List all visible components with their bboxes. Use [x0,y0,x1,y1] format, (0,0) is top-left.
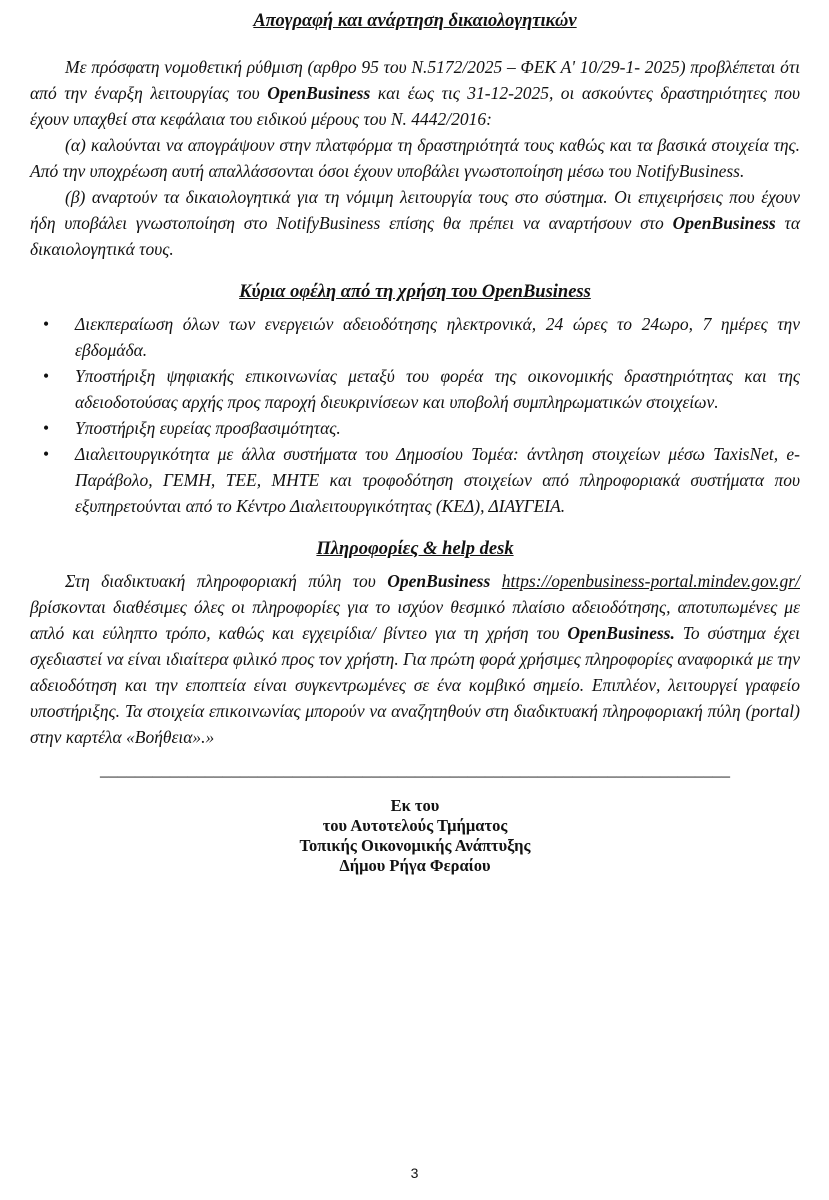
benefits-list [30,311,800,519]
heading-benefits [30,279,800,305]
paragraph-beta [30,184,800,262]
heading-benefits-text: Κύρια οφέλη από τη χρήση του OpenBusiness [239,282,591,302]
intro-run-1: Με πρόσφατη νομοθετική ρύθμιση (αρθρο 95 του Ν.5172/2025 – ΦΕΚ Α' 10/29-1- 2025) προβλέπεται ότι από την έναρξη λειτουργίας του [30,57,800,103]
openbusiness-brand: OpenBusiness [672,213,776,233]
signature-block [30,796,800,876]
page-number: 3 [410,1165,419,1181]
help-run-1: Στη διαδικτυακή πληροφοριακή πύλη του [65,571,388,591]
help-run-4: βρίσκονται διαθέσιμες όλες οι πληροφορίες για το ισχύον θεσμικό πλαίσιο αδειοδότησης, αποτυπωμένες με απλό και εύληπτο τρόπο, καθώς και εγχειρίδια/ βίντεο για τη χρήση του [30,597,800,643]
heading-apografi [30,8,800,34]
benefit-item: • Υποστήριξη ψηφιακής επικοινωνίας μεταξύ του φορέα της οικονομικής δραστηριότητας και της αδειοδοτούσας αρχής προς παροχή διευκρινίσεων και υποβολή συμπληρωματικών στοιχείων. [30,363,800,415]
heading-helpdesk [30,536,800,562]
intro-run-3: και έως τις 31-12-2025, οι ασκούντες δραστηριότητες που έχουν υπαχθεί στα κεφάλαια του ειδικού μέρους του Ν. 4442/2016: [30,83,800,129]
beta-run-1: (β) αναρτούν τα δικαιολογητικά για τη νόμιμη λειτουργία τους στο σύστημα. Οι επιχειρήσεις που έχουν ήδη υποβάλει γνωστοποίηση στο NotifyBusiness επίσης θα πρέπει να αναρτήσουν στο [30,187,800,233]
paragraph-alpha: (α) καλούνται να απογράψουν στην πλατφόρμα τη δραστηριότητά τους καθώς και τα βασικά στοιχεία της. Από την υποχρέωση αυτή απαλλάσσονται όσοι έχουν υποβάλει γνωστοποίηση μέσω του NotifyBusiness. [30,135,800,181]
helpdesk-paragraph [30,568,800,750]
openbusiness-brand: OpenBusiness. [567,623,675,643]
heading-apografi-text: Απογραφή και ανάρτηση δικαιολογητικών [253,11,577,31]
intro-paragraph [30,54,800,132]
signature-line: Τοπικής Οικονομικής Ανάπτυξης [299,836,531,855]
benefit-item: • Διεκπεραίωση όλων των ενεργειών αδειοδότησης ηλεκτρονικά, 24 ώρες το 24ωρο, 7 ημέρες την εβδομάδα. [30,311,800,363]
signature-line: του Αυτοτελούς Τμήματος [322,816,508,835]
openbusiness-portal-link[interactable]: https://openbusiness-portal.mindev.gov.gr/ [501,571,800,591]
help-run-6: Το σύστημα έχει σχεδιαστεί να είναι ιδιαίτερα φιλικό προς τον χρήστη. Για πρώτη φορά χρήσιμες πληροφορίες αναφορικά με την αδειοδότηση και την εποπτεία είναι συγκεντρωμένες σε ένα κομβικό σημείο. Επιπλέον, λειτουργεί γραφείο υποστήριξης. Τα στοιχεία επικοινωνίας μπορούν να αναζητηθούν στη διαδικτυακή πληροφοριακή πύλη (portal) στην καρτέλα «Βοήθεια».» [30,623,800,747]
signature-line: Δήμου Ρήγα Φεραίου [339,856,491,875]
benefit-item: • Διαλειτουργικότητα με άλλα συστήματα του Δημοσίου Τομέα: άντληση στοιχείων μέσω TaxisNet, e-Παράβολο, ΓΕΜΗ, ΤΕΕ, ΜΗΤΕ και τροφοδότηση στοιχείων από πληροφοριακά συστήματα που εξυπηρετούνται από το Κέντρο Διαλειτουργικότητας (ΚΕΔ), ΔΙΑΥΓΕΙΑ. [30,441,800,519]
heading-helpdesk-text: Πληροφορίες & help desk [316,539,514,559]
divider-line: ________________________________________________________________________ [100,759,730,779]
beta-run-3: τα δικαιολογητικά τους. [30,213,801,259]
benefit-item: • Υποστήριξη ευρείας προσβασιμότητας. [30,415,800,441]
openbusiness-brand: OpenBusiness [387,571,502,591]
signature-line: Εκ του [390,796,440,815]
openbusiness-brand: OpenBusiness [267,83,371,103]
